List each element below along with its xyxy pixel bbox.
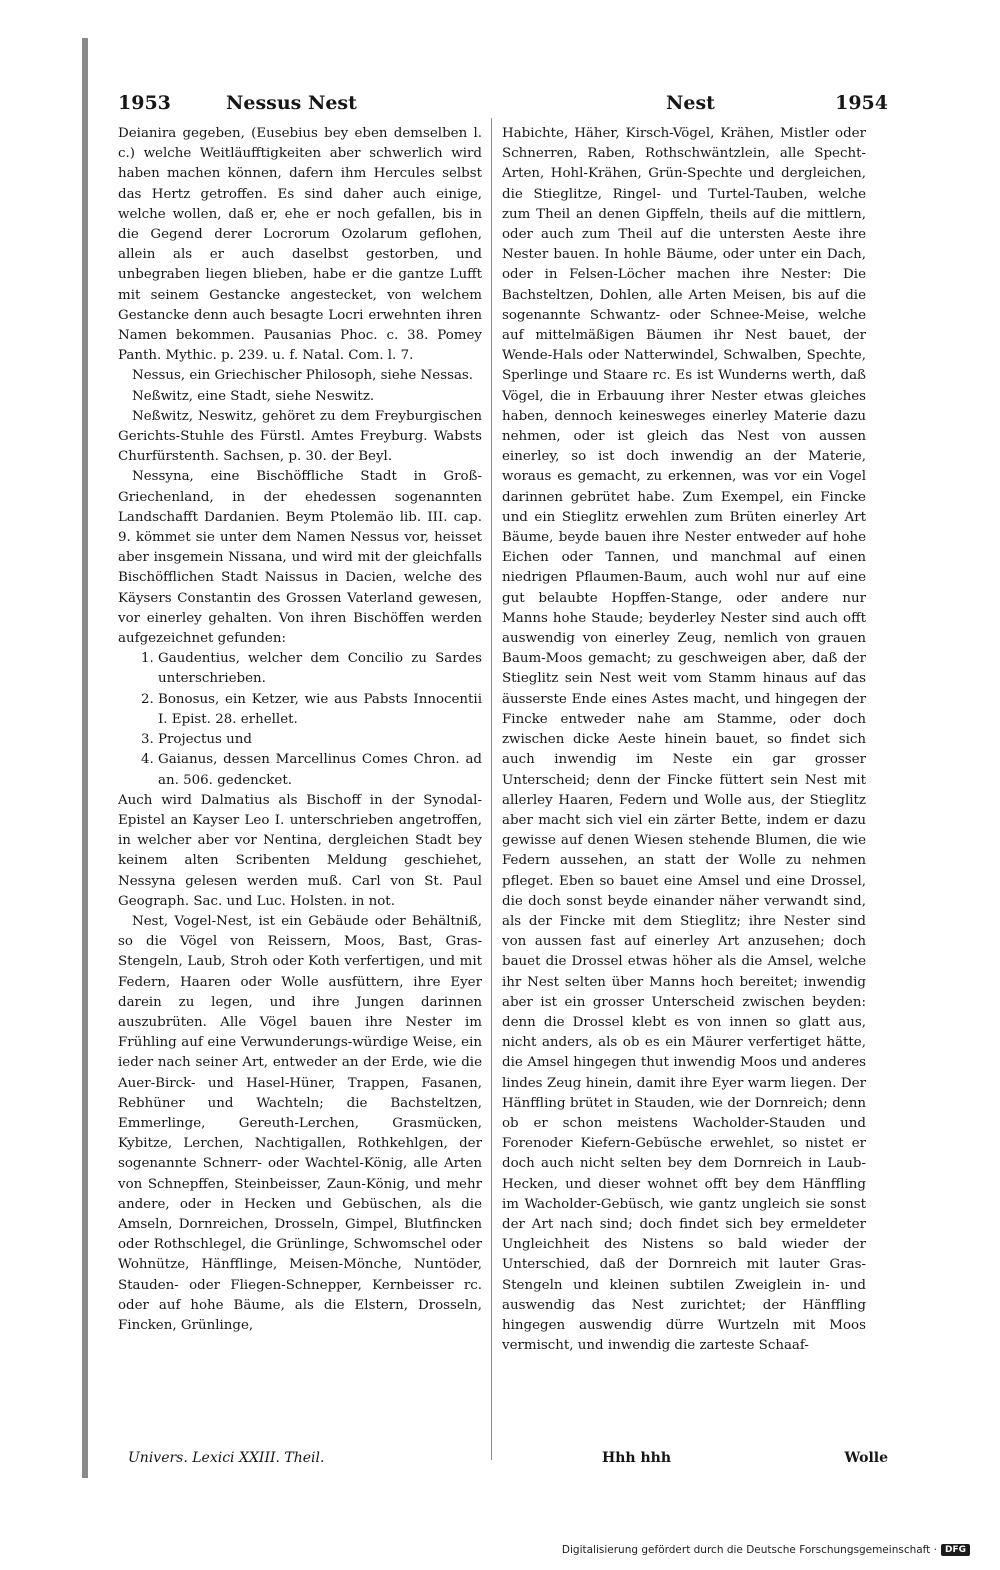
bishop-list xyxy=(118,649,482,790)
volume-line: Univers. Lexici XXIII. Theil. xyxy=(128,1450,325,1466)
left-running-head: Nessus Nest xyxy=(226,92,357,114)
list-item: 3. Projectus und xyxy=(158,730,482,750)
entry-nesswitz-1: Neßwitz, eine Stadt, siehe Neswitz. xyxy=(132,388,375,404)
dfg-logo-icon: DFG xyxy=(941,1544,970,1556)
list-item: 1. Gaudentius, welcher dem Concilio zu Sardes unterschrieben. xyxy=(158,649,482,689)
right-page-number: 1954 xyxy=(835,92,888,114)
credit-text: Digitalisierung gefördert durch die Deutsche Forschungsgemeinschaft · xyxy=(561,1544,937,1556)
left-page-number: 1953 xyxy=(118,92,171,114)
entry-nessyna: Nessyna, eine Bischöffliche Stadt in Groß-Griechenland, in der ehedessen sogenannten Landschafft Dardanien. Beym Ptolemäo lib. III. cap. 9. kömmet sie unter dem Namen Nessus vor, heisset aber insgemein Nissana, und wird mit der gleichfalls Bischöfflichen Stadt Naissus in Dacien, welche des Käysers Constantin des Grossen Vaterland gewesen, vor einerley gehalten. Von ihren Bischöffen werden aufgezeichnet gefunden: xyxy=(118,469,482,647)
left-column xyxy=(118,124,482,1434)
entry-nessus: Nessus, ein Griechischer Philosoph, siehe Nessas. xyxy=(132,368,474,384)
column-divider xyxy=(491,118,492,1460)
right-running-head: Nest xyxy=(666,92,715,114)
right-column xyxy=(502,124,866,1434)
page-footer xyxy=(118,1450,888,1478)
text-paragraph: Habichte, Häher, Kirsch-Vögel, Krähen, Mistler oder Schnerren, Raben, Rothschwäntzlein, alle Specht-Arten, Hohl-Krähen, Grün-Spechte und dergleichen, die Stieglitze, Ringel- und Turtel-Tauben, welche zum Theil an denen Gipffeln, theils auf die mittlern, oder auch zum Theil auf die untersten Aeste ihre Nester bauen. In hohle Bäume, oder unter ein Dach, oder in Felsen-Löcher machen ihre Nester: Die Bachsteltzen, Dohlen, alle Arten Meisen, bis auf die sogenannte Schwantz- oder Schnee-Meise, welche auf mittelmäßigen Bäumen ihr Nest bauet, der Wende-Hals oder Natterwindel, Schwalben, Spechte, Sperlinge und Staare rc. Es ist Wunderns werth, daß Vögel, die in Erbauung ihrer Nester etwas gleiches haben, dennoch keinesweges einerley Materie dazu nehmen, oder ist gleich das Nest von aussen einerley, so ist doch inwendig an der Materie, woraus es gemacht, zu erkennen, was vor ein Vogel darinnen gebrütet habe. Zum Exempel, ein Fincke und ein Stieglitz erwehlen zum Brüten einerley Art Bäume, beyde bauen ihre Nester entweder auf hohe Eichen oder Tannen, und manchmal auf einen niedrigen Pflaumen-Baum, auch wohl nur auf eine gut belaubte Hopffen-Stange, oder andere nur Manns hohe Staude; beyderley Nester sind auch offt auswendig von einerley Zeug, nemlich von grauen Baum-Moos gemacht; zu geschweigen aber, daß der Stieglitz sein Nest weit vom Stamm hinaus auf das äusserste Ende eines Astes macht, und hingegen der Fincke entweder nahe am Stamme, oder doch zwischen dicke Aeste hinein bauet, so findet sich auch inwendig im Neste ein gar grosser Unterscheid; denn der Fincke füttert sein Nest mit allerley Haaren, Federn und Wolle aus, der Stieglitz aber macht sich viel ein zärter Bette, indem er dazu gewisse auf denen Wiesen stehende Blumen, die wie Federn aussehen, an statt der Wolle zu nehmen pfleget. Eben so bauet eine Amsel und eine Drossel, die doch sonst beyde einander näher verwandt sind, als der Fincke mit dem Stieglitz; ihre Nester sind von aussen fast auf einerley Art anzusehen; doch bauet die Drossel etwas höher als die Amsel, welche ihr Nest selten über Manns hoch bereitet; inwendig aber ist ein grosser Unterscheid zwischen beyden: denn die Drossel klebt es von innen so glatt aus, nicht anders, als ob es ein Mäurer verfertiget hätte, die Amsel hingegen thut inwendig Moos und anderes lindes Zeug hinein, damit ihre Eyer warm liegen. Der Hänffling brütet in Stauden, wie der Dornreich; denn ob er schon meistens Wacholder-Stauden und Forenoder Kiefern-Gebüsche erwehlet, so nistet er doch auch nicht selten bey dem Dornreich in Laub-Hecken, und dieser wohnet offt bey dem Hänffling im Wacholder-Gebüsch, wie gantz ungleich sie sonst der Art nach sind; doch findet sich bey ermeldeter Ungleichheit des Nistens so bald wieder der Unterschied, daß der Dornreich mit lauter Gras-Stengeln und kleinen subtilen Zweiglein in- und auswendig das Nest zurichtet; der Hänffling hingegen auswendig dürre Wurtzeln mit Moos vermischt, und inwendig die zarteste Schaaf- xyxy=(502,126,866,1354)
entry-nest: Nest, Vogel-Nest, ist ein Gebäude oder Behältniß, so die Vögel von Reissern, Moos, Bast, Gras-Stengeln, Laub, Stroh oder Koth verfertigen, und mit Federn, Haaren oder Wolle ausfüttern, ihre Eyer darein zu legen, und ihre Jungen darinnen auszubrüten. Alle Vögel bauen ihre Nester im Frühling auf eine Verwunderungs-würdige Weise, ein ieder nach seiner Art, entweder an der Erde, wie die Auer-Birck- und Hasel-Hüner, Trappen, Fasanen, Rebhüner und Wachteln; die Bachsteltzen, Emmerlinge, Gereuth-Lerchen, Grasmücken, Kybitze, Lerchen, Nachtigallen, Rothkehlgen, der sogenannte Schnerr- oder Wachtel-König, alle Arten von Schnepffen, Steinbeisser, Zaun-König, und mehr andere, oder in Hecken und Gebüschen, als die Amseln, Dornreichen, Drosseln, Gimpel, Blutfincken oder Rothschlegel, die Grünlinge, Schwomschel oder Wohnütze, Hänfflinge, Meisen-Mönche, Nuntöder, Stauden- oder Fliegen-Schnepper, Kernbeisser rc. oder auf hohe Bäume, als die Elstern, Drosseln, Fincken, Grünlinge, xyxy=(118,913,482,1333)
signature-mark: Hhh hhh xyxy=(602,1450,671,1466)
book-page xyxy=(108,78,888,1478)
page-header xyxy=(118,92,888,128)
digitization-credit xyxy=(562,1544,970,1556)
catchword: Wolle xyxy=(844,1450,888,1466)
scan-binding-edge xyxy=(82,38,88,1478)
text-paragraph: Deianira gegeben, (Eusebius bey eben demselben l. c.) welche Weitläufftigkeiten aber schwerlich wird haben machen können, dafern ihm Hercules selbst das Hertz getroffen. Es sind daher auch einige, welche wollen, daß er, ehe er noch gefallen, bis in die Gegend derer Locrorum Ozolarum geflohen, allein als er auch daselbst gestorben, und unbegraben liegen blieben, habe er die gantze Lufft mit seinem Gestancke angestecket, von welchem Gestancke denn auch besagte Locri erwehnten ihren Namen bekommen. Pausanias Phoc. c. 38. Pomey Panth. Mythic. p. 239. u. f. Natal. Com. l. 7. xyxy=(118,126,482,364)
entry-nesswitz-2: Neßwitz, Neswitz, gehöret zu dem Freyburgischen Gerichts-Stuhle des Fürstl. Amtes Freyburg. Wabsts Churfürstenth. Sachsen, p. 30. der Beyl. xyxy=(118,408,482,465)
list-item: 4. Gaianus, dessen Marcellinus Comes Chron. ad an. 506. gedencket. xyxy=(158,750,482,790)
list-item: 2. Bonosus, ein Ketzer, wie aus Pabsts Innocentii I. Epist. 28. erhellet. xyxy=(158,690,482,730)
text-paragraph: Auch wird Dalmatius als Bischoff in der Synodal-Epistel an Kayser Leo I. unterschrieben angetroffen, in welcher aber vor Nentina, dergleichen Stadt bey keinem alten Scribenten Meldung geschiehet, Nessyna gelesen werden muß. Carl von St. Paul Geograph. Sac. und Luc. Holsten. in not. xyxy=(118,792,482,909)
